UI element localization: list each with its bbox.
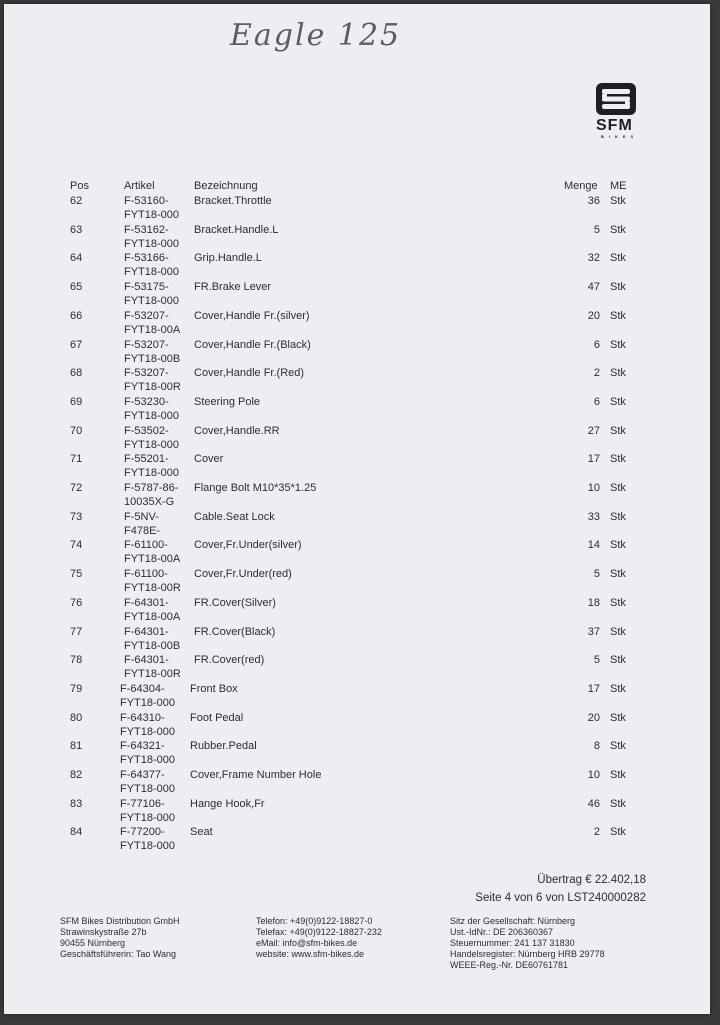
row-artikel (124, 625, 180, 653)
table-row (4, 280, 710, 309)
row-pos: 65 (70, 281, 83, 294)
footer-line: Telefax: +49(0)9122-18827-232 (256, 927, 382, 937)
row-me: Stk (610, 223, 626, 236)
row-me: Stk (610, 195, 626, 207)
row-menge: 5 (593, 568, 600, 581)
artikel-line-1: F-77106- (120, 797, 165, 810)
row-me: Stk (610, 711, 626, 724)
row-artikel (120, 739, 175, 767)
table-row (4, 452, 710, 481)
table-row (4, 223, 710, 252)
sfm-logo-icon (594, 82, 654, 116)
artikel-line-1: F-64321- (120, 740, 165, 753)
row-bezeichnung: Bracket.Handle.L (194, 223, 279, 236)
row-bezeichnung: Cover,Handle Fr.(Red) (194, 367, 305, 380)
row-artikel (124, 510, 160, 538)
row-artikel (124, 309, 180, 337)
artikel-line-1: F-61100- (124, 568, 168, 581)
header-menge: Menge (564, 180, 598, 192)
table-row (4, 538, 710, 567)
row-bezeichnung: FR.Cover(Silver) (194, 596, 276, 609)
row-artikel (124, 194, 179, 222)
row-menge: 10 (587, 769, 600, 781)
footer-line: Geschäftsführerin: Tao Wang (60, 949, 177, 959)
artikel-line-2: FYT18-00A (124, 610, 181, 623)
row-pos: 72 (70, 482, 83, 494)
row-menge: 27 (587, 424, 600, 437)
row-menge: 2 (593, 367, 600, 380)
row-pos: 70 (70, 424, 83, 437)
row-artikel (124, 251, 179, 279)
row-pos: 71 (70, 453, 83, 466)
row-me: Stk (610, 769, 626, 781)
row-artikel (124, 395, 179, 423)
row-menge: 8 (593, 740, 600, 753)
row-menge: 5 (593, 223, 600, 236)
artikel-line-2: FYT18-00A (124, 553, 181, 566)
artikel-line-1: F-5787-86- (124, 482, 179, 494)
row-pos: 78 (70, 654, 83, 667)
artikel-line-1: F-53162- (124, 223, 169, 236)
row-pos: 80 (70, 711, 83, 724)
row-artikel (124, 452, 179, 480)
row-menge: 17 (587, 453, 600, 466)
artikel-line-2: FYT18-000 (124, 237, 180, 250)
row-menge: 17 (587, 682, 600, 695)
table-row (4, 366, 710, 395)
logo-subtitle: BIKES (601, 134, 639, 139)
row-bezeichnung: Steering Pole (194, 395, 261, 408)
header-artikel: Artikel (124, 180, 155, 192)
row-me: Stk (610, 682, 626, 695)
row-me: Stk (610, 281, 626, 294)
artikel-line-2: FYT18-000 (124, 409, 180, 422)
footer-line: Steuernummer: 241 137 31830 (450, 938, 575, 948)
row-pos: 75 (70, 568, 83, 581)
row-artikel (120, 682, 175, 710)
row-bezeichnung: Foot Pedal (190, 711, 244, 724)
table-row (4, 251, 710, 280)
artikel-line-1: F-53207- (124, 338, 169, 351)
row-artikel (124, 567, 181, 595)
footer-line: Telefon: +49(0)9122-18827-0 (256, 916, 373, 926)
artikel-line-1: F-64377- (120, 769, 165, 781)
row-artikel (124, 223, 179, 251)
row-menge: 2 (593, 826, 600, 839)
row-bezeichnung: Cover,Fr.Under(silver) (194, 539, 302, 552)
row-artikel (124, 338, 180, 366)
row-me: Stk (610, 625, 626, 638)
artikel-line-1: F-64301- (124, 654, 169, 667)
row-me: Stk (610, 740, 626, 753)
header-me: ME (610, 180, 627, 192)
row-menge: 6 (593, 338, 600, 351)
row-bezeichnung: Cover,Handle.RR (194, 424, 280, 437)
row-artikel (124, 366, 181, 394)
row-me: Stk (610, 395, 626, 408)
table-row (4, 739, 710, 768)
artikel-line-2: FYT18-000 (120, 811, 176, 824)
row-artikel (124, 280, 179, 308)
row-me: Stk (610, 252, 626, 265)
row-menge: 18 (587, 596, 600, 609)
row-artikel (124, 538, 180, 566)
row-menge: 37 (587, 625, 600, 638)
row-me: Stk (610, 539, 626, 552)
artikel-line-2: FYT18-000 (120, 754, 176, 767)
artikel-line-2: FYT18-000 (124, 438, 180, 451)
table-row (4, 797, 710, 826)
row-me: Stk (610, 654, 626, 667)
row-bezeichnung: Bracket.Throttle (194, 195, 272, 207)
document-page (4, 4, 710, 1014)
artikel-line-1: F-53502- (124, 424, 169, 437)
row-menge: 32 (587, 252, 600, 265)
row-bezeichnung: Cover,Frame Number Hole (190, 769, 322, 781)
page-indicator: Seite 4 von 6 von LST240000282 (475, 892, 646, 904)
artikel-line-1: F-53175- (124, 281, 169, 294)
row-pos: 76 (70, 596, 83, 609)
table-row (4, 510, 710, 539)
artikel-line-2: 10035X-G (124, 496, 175, 508)
row-pos: 67 (70, 338, 83, 351)
artikel-line-1: F-53207- (124, 367, 169, 380)
row-bezeichnung: Grip.Handle.L (194, 252, 262, 265)
artikel-line-2: F478E- (124, 524, 161, 537)
row-bezeichnung: Front Box (190, 682, 238, 695)
footer-line: 90455 Nürnberg (60, 938, 126, 948)
table-row (4, 424, 710, 453)
row-me: Stk (610, 510, 626, 523)
row-menge: 33 (587, 510, 600, 523)
row-bezeichnung: Cable.Seat Lock (194, 510, 275, 523)
row-artikel (120, 797, 175, 825)
row-me: Stk (610, 338, 626, 351)
artikel-line-2: FYT18-00A (124, 323, 181, 336)
table-row (4, 682, 710, 711)
row-bezeichnung: Cover (194, 453, 224, 466)
row-me: Stk (610, 309, 626, 322)
row-me: Stk (610, 424, 626, 437)
table-row (4, 653, 710, 682)
row-menge: 14 (587, 539, 600, 552)
table-row (4, 194, 710, 223)
row-bezeichnung: FR.Brake Lever (194, 281, 272, 294)
row-menge: 10 (587, 482, 600, 494)
table-row (4, 625, 710, 654)
handwritten-note: Eagle 125 (230, 18, 402, 53)
artikel-line-2: FYT18-000 (120, 840, 176, 853)
artikel-line-2: FYT18-000 (124, 467, 180, 480)
row-me: Stk (610, 596, 626, 609)
footer-line: website: www.sfm-bikes.de (256, 949, 365, 959)
artikel-line-1: F-5NV- (124, 510, 159, 523)
row-menge: 20 (587, 309, 600, 322)
row-me: Stk (610, 826, 626, 839)
row-pos: 68 (70, 367, 83, 380)
row-pos: 79 (70, 682, 83, 695)
artikel-line-2: FYT18-000 (120, 783, 176, 795)
artikel-line-1: F-53166- (124, 252, 169, 265)
artikel-line-2: FYT18-000 (124, 209, 180, 221)
row-pos: 64 (70, 252, 83, 265)
row-pos: 66 (70, 309, 83, 322)
row-bezeichnung: FR.Cover(Black) (194, 625, 276, 638)
row-me: Stk (610, 367, 626, 380)
artikel-line-1: F-77200- (120, 826, 165, 839)
row-pos: 73 (70, 510, 83, 523)
artikel-line-2: FYT18-000 (124, 266, 180, 279)
header-bezeichnung: Bezeichnung (194, 180, 258, 192)
row-artikel (124, 596, 180, 624)
footer-line: Strawinskystraße 27b (60, 927, 147, 937)
row-bezeichnung: Hange Hook,Fr (190, 797, 265, 810)
footer-line: eMail: info@sfm-bikes.de (256, 938, 358, 948)
header-pos: Pos (70, 180, 89, 192)
artikel-line-1: F-53207- (124, 309, 169, 322)
row-bezeichnung: Cover,Handle Fr.(silver) (194, 309, 310, 322)
row-pos: 81 (70, 740, 83, 753)
row-me: Stk (610, 568, 626, 581)
artikel-line-2: FYT18-00B (124, 639, 181, 652)
carry-over-total: Übertrag € 22.402,18 (537, 874, 646, 886)
row-artikel (120, 825, 175, 853)
artikel-line-2: FYT18-000 (120, 725, 176, 738)
row-me: Stk (610, 453, 626, 466)
row-bezeichnung: Cover,Fr.Under(red) (194, 568, 292, 581)
row-artikel (120, 711, 175, 739)
artikel-line-1: F-64304- (120, 682, 165, 695)
row-pos: 82 (70, 769, 83, 781)
row-pos: 74 (70, 539, 83, 552)
artikel-line-1: F-61100- (124, 539, 168, 552)
footer-line: SFM Bikes Distribution GmbH (60, 916, 180, 926)
row-menge: 36 (587, 195, 600, 207)
artikel-line-2: FYT18-000 (124, 295, 180, 308)
footer-contact (256, 916, 382, 960)
artikel-line-2: FYT18-00R (124, 582, 181, 595)
footer-line: Ust.-IdNr.: DE 206360367 (450, 927, 554, 937)
row-pos: 63 (70, 223, 83, 236)
row-menge: 46 (587, 797, 600, 810)
table-row (4, 338, 710, 367)
row-artikel (120, 768, 175, 796)
table-row (4, 481, 710, 510)
row-me: Stk (610, 482, 626, 494)
artikel-line-1: F-64301- (124, 625, 169, 638)
row-artikel (124, 424, 179, 452)
artikel-line-1: F-64301- (124, 596, 169, 609)
table-row (4, 825, 710, 854)
artikel-line-2: FYT18-00B (124, 352, 181, 365)
footer-line: WEEE-Reg.-Nr. DE60761781 (450, 960, 569, 970)
artikel-line-1: F-53230- (124, 395, 169, 408)
table-row (4, 711, 710, 740)
table-row (4, 596, 710, 625)
row-pos: 77 (70, 625, 83, 638)
row-menge: 6 (593, 395, 600, 408)
row-menge: 20 (587, 711, 600, 724)
artikel-line-1: F-64310- (120, 711, 165, 724)
logo-name: SFM (596, 117, 633, 134)
row-pos: 62 (70, 195, 83, 207)
table-row (4, 768, 710, 797)
footer-line: Handelsregister: Nürnberg HRB 29778 (450, 949, 605, 959)
row-bezeichnung: Seat (190, 826, 213, 839)
row-bezeichnung: Cover,Handle Fr.(Black) (194, 338, 311, 351)
row-artikel (124, 481, 178, 509)
row-pos: 84 (70, 826, 83, 839)
row-pos: 69 (70, 395, 83, 408)
row-pos: 83 (70, 797, 83, 810)
table-row (4, 309, 710, 338)
footer-legal (450, 916, 605, 971)
row-menge: 47 (587, 281, 600, 294)
row-bezeichnung: Rubber.Pedal (190, 740, 257, 753)
artikel-line-2: FYT18-000 (120, 696, 176, 709)
row-artikel (124, 653, 181, 681)
artikel-line-2: FYT18-00R (124, 381, 181, 394)
row-bezeichnung: FR.Cover(red) (194, 654, 265, 667)
artikel-line-2: FYT18-00R (124, 668, 181, 681)
footer-company (60, 916, 180, 960)
row-me: Stk (610, 797, 626, 810)
row-menge: 5 (593, 654, 600, 667)
row-bezeichnung: Flange Bolt M10*35*1.25 (194, 482, 317, 494)
footer-line: Sitz der Gesellschaft: Nürnberg (450, 916, 576, 926)
table-row (4, 395, 710, 424)
artikel-line-1: F-53160- (124, 195, 169, 207)
artikel-line-1: F-55201- (124, 453, 169, 466)
table-row (4, 567, 710, 596)
